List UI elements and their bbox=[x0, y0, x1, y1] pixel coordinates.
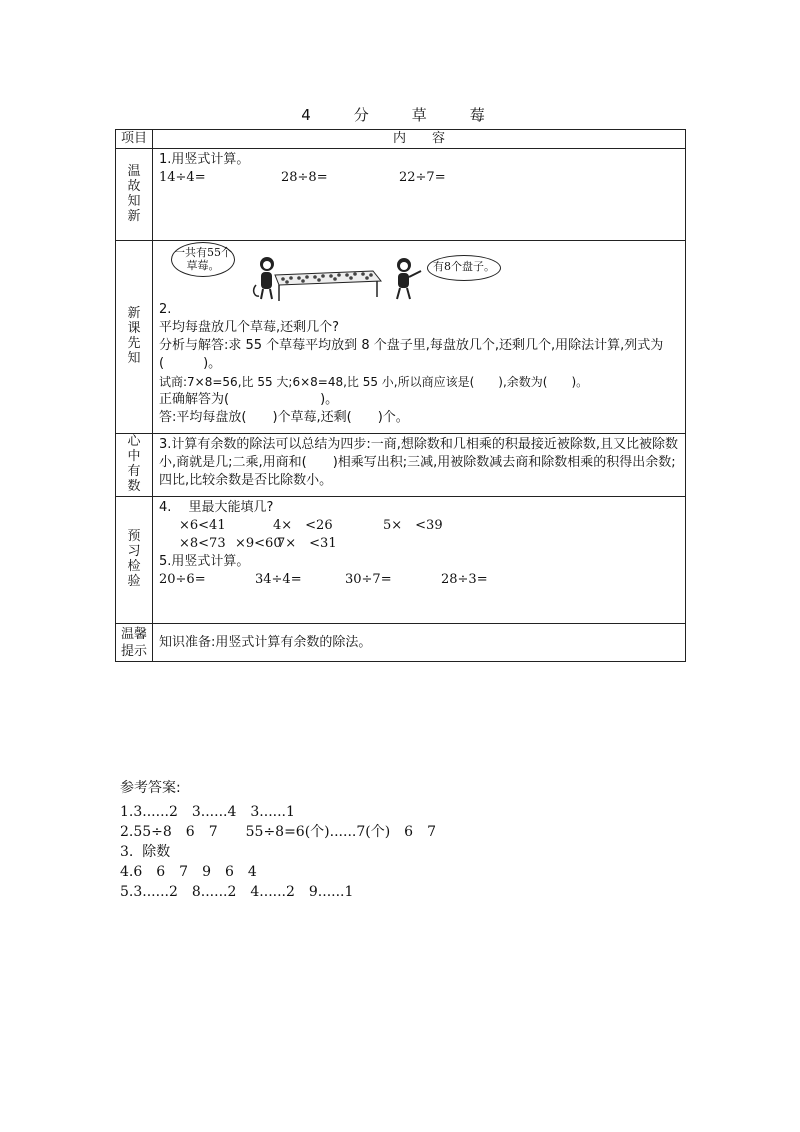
section-label-preview: 预习检验 bbox=[116, 497, 153, 624]
inequality-item: ×9<60 bbox=[235, 536, 282, 551]
section-review bbox=[153, 149, 686, 241]
section-newlesson bbox=[153, 241, 686, 434]
trial-quotient-text: 试商:7×8=56,比 55 大;6×8=48,比 55 小,所以商应该是( ),余数为( )。 bbox=[159, 375, 589, 389]
answer-line: 1.3......2 3......4 3......1 bbox=[120, 804, 295, 820]
header-label: 项目 bbox=[116, 130, 153, 149]
analysis-text: 分析与解答:求 55 个草莓平均放到 8 个盘子里,每盘放几个,还剩几个,用除法计算,列式为( )。 bbox=[159, 338, 664, 371]
answer-heading: 参考答案: bbox=[120, 780, 181, 796]
section-label-newlesson: 新课先知 bbox=[116, 241, 153, 434]
preview-row2 bbox=[159, 535, 679, 553]
section-label-review: 温故知新 bbox=[116, 149, 153, 241]
header-content: 内 容 bbox=[153, 130, 686, 149]
inequality-item: 4× <26 bbox=[273, 518, 333, 533]
question-number: 2. bbox=[159, 302, 172, 317]
section-tips: 知识准备:用竖式计算有余数的除法。 bbox=[153, 624, 686, 662]
preview-q4: 4. 里最大能填几? bbox=[159, 500, 274, 515]
preview-q5: 5.用竖式计算。 bbox=[159, 554, 250, 569]
preview-row1 bbox=[159, 517, 679, 535]
answer-key bbox=[120, 778, 436, 902]
speech-bubble-left: 一共有55个草莓。 bbox=[171, 242, 235, 277]
review-items bbox=[159, 169, 679, 187]
preview-items bbox=[159, 571, 679, 589]
answer-line: 4.6 6 7 9 6 4 bbox=[120, 864, 257, 880]
division-item: 28÷3= bbox=[441, 572, 488, 587]
answer-line: 2.55÷8 6 7 55÷8=6(个)......7(个) 6 7 bbox=[120, 824, 436, 840]
review-item: 14÷4= bbox=[159, 170, 206, 185]
division-item: 34÷4= bbox=[255, 572, 302, 587]
section-label-summary: 心中有数 bbox=[116, 434, 153, 497]
worksheet-table bbox=[115, 129, 686, 662]
strawberry-illustration bbox=[159, 241, 679, 303]
page-title: 4 分 草 莓 bbox=[301, 106, 499, 124]
division-item: 20÷6= bbox=[159, 572, 206, 587]
question-text: 平均每盘放几个草莓,还剩几个? bbox=[159, 320, 340, 335]
speech-bubble-right: 有8个盘子。 bbox=[427, 255, 501, 281]
inequality-item: 5× <39 bbox=[383, 518, 443, 533]
inequality-item: ×6<41 bbox=[179, 518, 226, 533]
correct-answer-text: 正确解答为( )。 bbox=[159, 392, 339, 407]
review-item: 22÷7= bbox=[399, 170, 446, 185]
final-answer-text: 答:平均每盘放( )个草莓,还剩( )个。 bbox=[159, 410, 409, 425]
monkey-table-icon bbox=[159, 241, 579, 303]
section-label-tips: 温馨提示 bbox=[116, 624, 153, 662]
answer-line: 3. 除数 bbox=[120, 844, 171, 860]
inequality-item: 7× <31 bbox=[277, 536, 337, 551]
review-item: 28÷8= bbox=[281, 170, 328, 185]
section-summary: 3.计算有余数的除法可以总结为四步:一商,想除数和几相乘的积最接近被除数,且又比被除数小,商就是几;二乘,用商和( )相乘写出积;三减,用被除数减去商和除数相乘的积得出余数;四比,比较余数是否比除数小。 bbox=[153, 434, 686, 497]
division-item: 30÷7= bbox=[345, 572, 392, 587]
review-instruction: 1.用竖式计算。 bbox=[159, 152, 250, 167]
inequality-item: ×8<73 bbox=[179, 536, 226, 551]
answer-line: 5.3......2 8......2 4......2 9......1 bbox=[120, 884, 354, 900]
section-preview bbox=[153, 497, 686, 624]
